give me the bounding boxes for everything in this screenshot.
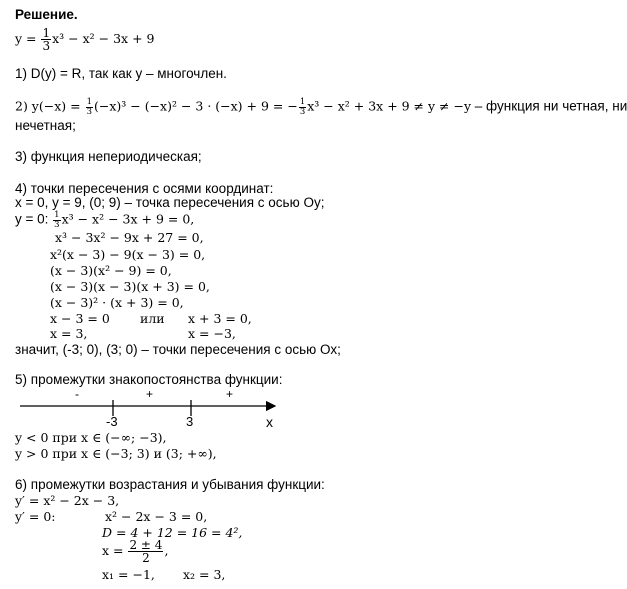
derivative-zero: y′ = 0: — [15, 509, 56, 524]
function-rest: x³ − x² − 3x + 9 — [52, 31, 155, 46]
derivative: y′ = x² − 2x − 3, — [15, 493, 120, 508]
intersection-x0: x = 0, y = 9, (0; 9) – точка пересечения с осью Оy; — [15, 195, 325, 210]
root-1: x₁ = −1, — [102, 567, 155, 582]
step-monotonic-title: 6) промежутки возрастания и убывания функции: — [15, 477, 325, 492]
derivative-equation: x² − 2x − 3 = 0, — [105, 509, 208, 524]
step-parity: 2) y(−x) = $\frac{1}{3}$ (−x)³ − (−x)² − 3 · (−x) + 9 = − $\frac{1}{3}$ x³ − x² + 3x + 9 ≠ y ≠ −y – функция ни четная, ни — [15, 97, 627, 117]
eq-line-7b: x = −3, — [188, 326, 236, 341]
eq-line-7a: x = 3, — [50, 326, 88, 341]
tick-label-minus-3: -3 — [106, 414, 118, 429]
sign-interval-2: + — [146, 387, 154, 401]
negative-interval: y < 0 при x ∈ (−∞; −3), — [15, 430, 167, 445]
eq-line-6-or: или — [140, 311, 165, 326]
discriminant: D = 4 + 12 = 16 = 4², — [102, 525, 243, 540]
eq-line-2: x²(x − 3) − 9(x − 3) = 0, — [50, 247, 206, 262]
step-intersections-title: 4) точки пересечения с осями координат: — [15, 181, 274, 196]
tick-label-3: 3 — [186, 414, 194, 429]
eq-line-6b: x + 3 = 0, — [188, 311, 252, 326]
eq-line-4: (x − 3)(x − 3)(x + 3) = 0, — [50, 279, 210, 294]
sign-interval-3: + — [226, 387, 234, 401]
axis-label-x: x — [266, 414, 273, 430]
step-periodicity: 3) функция непериодическая; — [15, 149, 202, 164]
intersections-conclusion: значит, (-3; 0), (3; 0) – точки пересечения с осью Ох; — [15, 342, 341, 357]
eq-line-6a: x − 3 = 0 — [50, 311, 110, 326]
function-fraction: $\frac{1}{3}$ — [42, 26, 51, 53]
function-lhs: y = — [15, 31, 41, 46]
step-sign-title: 5) промежутки знакопостоянства функции: — [15, 372, 283, 387]
sign-interval-1: - — [75, 387, 79, 401]
roots-formula: x = $\frac{2 \pm 4}{2}$ , — [102, 538, 169, 565]
step-domain: 1) D(y) = R, так как у – многочлен. — [15, 66, 227, 81]
eq-line-3: (x − 3)(x² − 9) = 0, — [50, 263, 172, 278]
positive-interval: y > 0 при x ∈ (−3; 3) и (3; +∞), — [15, 446, 217, 461]
step-parity-cont: нечетная; — [15, 118, 76, 133]
solution-heading: Решение. — [15, 7, 78, 22]
intersection-y0: y = 0: $\frac{1}{3}$ x³ − x² − 3x + 9 = 0, — [15, 210, 195, 230]
root-2: x₂ = 3, — [183, 567, 226, 582]
eq-line-1: x³ − 3x² − 9x + 27 = 0, — [55, 230, 204, 245]
eq-line-5: (x − 3)² · (x + 3) = 0, — [50, 295, 184, 310]
